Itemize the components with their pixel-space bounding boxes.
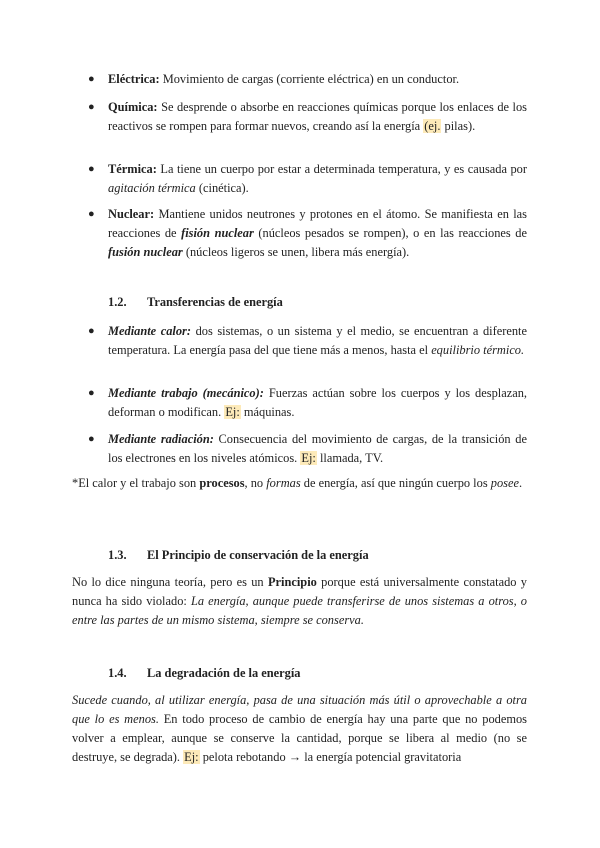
list-item-calor: ● Mediante calor: dos sistemas, o un sistema y el medio, se encuentran a diferente temperatura. La energía pasa del que tiene más a menos, hasta el equilibrio térmico. xyxy=(88,324,527,357)
section-heading-1-4: 1.4. La degradación de la energía xyxy=(108,666,301,680)
term-electrica: Eléctrica: xyxy=(108,72,160,86)
bullet-icon: ● xyxy=(88,387,95,399)
bullet-icon: ● xyxy=(88,325,95,337)
highlight-ej: Ej: xyxy=(225,405,240,419)
note-paragraph: *El calor y el trabajo son procesos, no formas de energía, así que ningún cuerpo los posee. xyxy=(72,476,523,490)
list-item-radiacion: ● Mediante radiación: Consecuencia del movimiento de cargas, de la transición de los electrones en los niveles atómicos. Ej: llamada, TV. xyxy=(88,432,527,465)
bullet-icon: ● xyxy=(88,101,95,113)
term-termica: Térmica: xyxy=(108,162,157,176)
list-item-trabajo: ● Mediante trabajo (mecánico): Fuerzas actúan sobre los cuerpos y los desplazan, deforman o modifican. Ej: máquinas. xyxy=(88,386,527,419)
list-item-termica: ● Térmica: La tiene un cuerpo por estar a determinada temperatura, y es causada por agitación térmica (cinética). xyxy=(88,162,527,195)
list-item-quimica: ● Química: Se desprende o absorbe en reacciones químicas porque los enlaces de los reactivos se rompen para formar nuevos, creando así la energía (ej. pilas). xyxy=(88,100,527,133)
section-heading-1-2: 1.2. Transferencias de energía xyxy=(108,295,283,309)
highlight-ej: Ej: xyxy=(184,750,199,764)
section-heading-1-3: 1.3. El Principio de conservación de la energía xyxy=(108,548,369,562)
highlight-ej: Ej: xyxy=(301,451,316,465)
bullet-icon: ● xyxy=(88,208,95,220)
paragraph-1-3: No lo dice ninguna teoría, pero es un Principio porque está universalmente constatado y nunca ha sido violado: La energía, aunque puede transferirse de unos sistemas a otros, o entre las partes de un mismo sistema, siempre se conserva. xyxy=(72,575,527,627)
bullet-icon: ● xyxy=(88,433,95,445)
list-item-electrica: ● Eléctrica: Movimiento de cargas (corriente eléctrica) en un conductor. xyxy=(108,70,527,89)
paragraph-1-4: Sucede cuando, al utilizar energía, pasa de una situación más útil o aprovechable a otra que lo es menos. En todo proceso de cambio de energía hay una parte que no podemos volver a emplear, aunque se conserve la cantidad, porque se libera al medio (no se destruye, se degrada). Ej: pelota rebotando → la energía potencial gravitatoria xyxy=(72,693,527,764)
highlight-ej: (ej. xyxy=(424,119,441,133)
bullet-icon: ● xyxy=(88,163,95,175)
term-quimica: Química: xyxy=(108,100,158,114)
bullet-icon: ● xyxy=(88,73,95,85)
list-item-nuclear: ● Nuclear: Mantiene unidos neutrones y protones en el átomo. Se manifiesta en las reacciones de fisión nuclear (núcleos pesados se rompen), o en las reacciones de fusión nuclear (núcleos ligeros se unen, libera más energía). xyxy=(88,207,527,259)
term-nuclear: Nuclear: xyxy=(108,207,155,221)
